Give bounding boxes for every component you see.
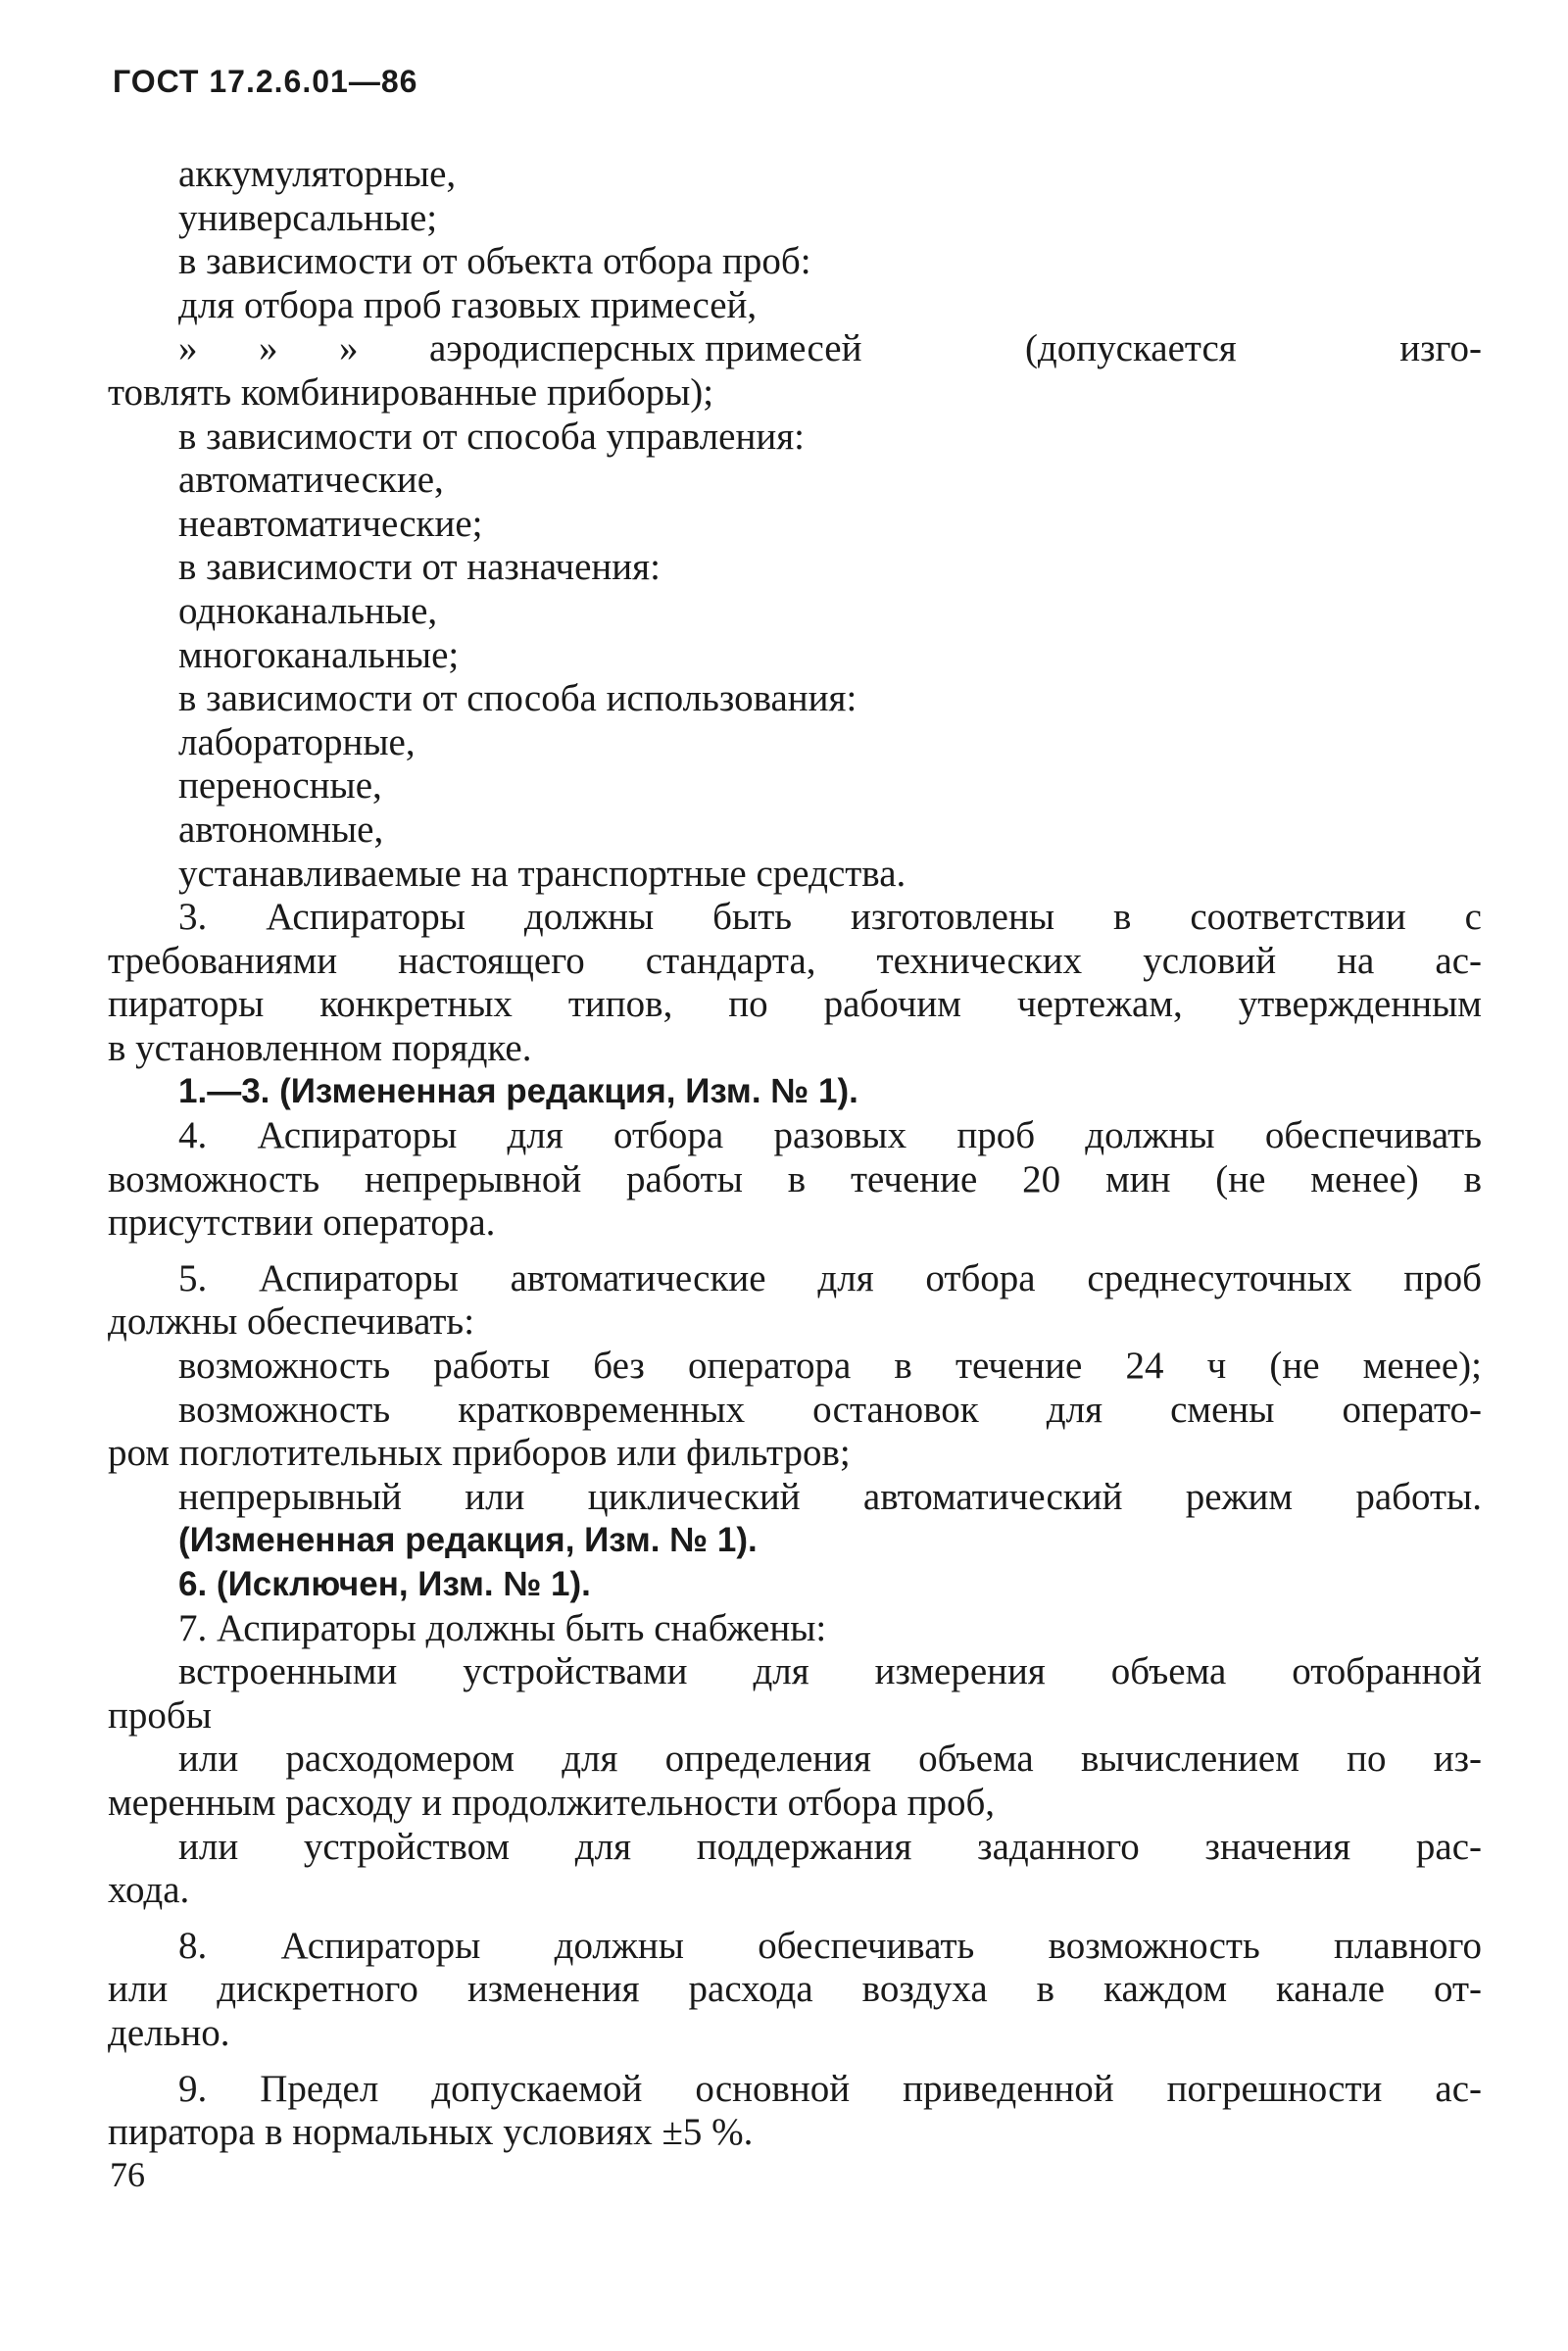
ditto-mark: »: [259, 327, 278, 370]
ditto-line: [108, 327, 1482, 371]
paragraph-3-line: пираторы конкретных типов, по рабочим чертежам, утвержденным: [108, 983, 1482, 1026]
paragraph-7-line: хода.: [108, 1869, 190, 1912]
excluded-note: 6. (Исключен, Изм. № 1).: [178, 1565, 591, 1603]
list-heading: в зависимости от способа управления:: [178, 415, 805, 458]
paragraph-9-line: 9. Предел допускаемой основной приведенной погрешности ас-: [178, 2067, 1482, 2110]
paragraph-7-line: пробы: [108, 1693, 212, 1737]
paragraph-5-line: должны обеспечивать:: [108, 1300, 475, 1344]
ditto-mark: »: [339, 327, 359, 370]
list-heading: в зависимости от способа использования:: [178, 677, 858, 720]
page-header: ГОСТ 17.2.6.01—86: [113, 64, 418, 99]
paragraph-5-line: непрерывный или циклический автоматический режим работы.: [178, 1475, 1482, 1518]
paragraph-7-line: или расходомером для определения объема вычислением по из-: [178, 1738, 1482, 1781]
paragraph-4-line: присутствии оператора.: [108, 1201, 496, 1245]
paragraph-5-line: ром поглотительных приборов или фильтров;: [108, 1432, 851, 1475]
paragraph-7-line: или устройством для поддержания заданного значения рас-: [178, 1825, 1482, 1868]
list-item: лабораторные,: [178, 720, 416, 763]
paragraph-5-line: возможность работы без оператора в течение 24 ч (не менее);: [178, 1345, 1482, 1388]
list-item: многоканальные;: [178, 633, 460, 676]
paragraph-8-line: или дискретного изменения расхода воздуха в каждом канале от-: [108, 1968, 1482, 2011]
paragraph-5-line: возможность кратковременных остановок для смены операто-: [178, 1388, 1482, 1431]
list-item: переносные,: [178, 764, 382, 808]
ditto-paren: (допускается: [1024, 327, 1237, 370]
paragraph-8-line: дельно.: [108, 2011, 230, 2054]
paragraph-8-line: 8. Аспираторы должны обеспечивать возможность плавного: [178, 1924, 1482, 1967]
paragraph-4-line: возможность непрерывной работы в течение 20 мин (не менее) в: [108, 1157, 1482, 1200]
document-body: [108, 153, 1482, 2155]
paragraph-3-line: 3. Аспираторы должны быть изготовлены в соответствии с: [178, 896, 1482, 939]
list-item: одноканальные,: [178, 589, 438, 632]
list-item: неавтоматические;: [178, 502, 483, 545]
text-line: товлять комбинированные приборы);: [108, 370, 714, 414]
list-item: для отбора проб газовых примесей,: [178, 283, 758, 326]
amendment-note: (Измененная редакция, Изм. № 1).: [178, 1521, 758, 1560]
list-item: автономные,: [178, 808, 384, 851]
paragraph-7-line: встроенными устройствами для измерения объема отобранной: [178, 1650, 1482, 1693]
list-heading: в зависимости от назначения:: [178, 546, 661, 589]
paragraph-3-line: в установленном порядке.: [108, 1026, 532, 1069]
ditto-text: аэродисперсных примесей: [429, 327, 862, 370]
paragraph-4-line: 4. Аспираторы для отбора разовых проб должны обеспечивать: [178, 1114, 1482, 1157]
ditto-tail: изго-: [1399, 327, 1482, 370]
page-number: 76: [110, 2155, 145, 2194]
list-item: универсальные;: [178, 196, 438, 239]
paragraph-3-line: требованиями настоящего стандарта, технических условий на ас-: [108, 939, 1482, 982]
list-heading: в зависимости от объекта отбора проб:: [178, 240, 811, 283]
list-item: устанавливаемые на транспортные средства.: [178, 852, 906, 895]
amendment-note: 1.—3. (Измененная редакция, Изм. № 1).: [178, 1072, 858, 1111]
paragraph-7-line: 7. Аспираторы должны быть снабжены:: [178, 1606, 827, 1649]
paragraph-9-line: пиратора в нормальных условиях ±5 %.: [108, 2111, 754, 2154]
ditto-mark: »: [178, 327, 198, 370]
paragraph-7-line: меренным расходу и продолжительности отбора проб,: [108, 1781, 996, 1824]
list-item: автоматические,: [178, 459, 444, 502]
list-item: аккумуляторные,: [178, 153, 457, 195]
paragraph-5-line: 5. Аспираторы автоматические для отбора среднесуточных проб: [178, 1256, 1482, 1299]
